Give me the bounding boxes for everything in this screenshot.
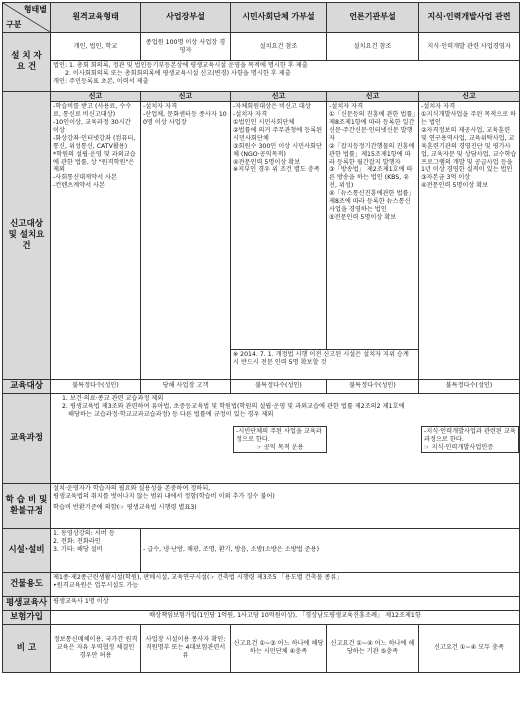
fee-row-label: 학 습 비 및 환불규정 <box>3 483 51 528</box>
remarks-knowledge: 신고요건 ①~④ 모두 충족 <box>419 624 520 672</box>
fee-row <box>3 483 520 528</box>
facility-table <box>2 2 520 673</box>
founder-civic: 설치요건 참조 <box>231 33 327 61</box>
target-knowledge: 불특정다수(성인) <box>419 379 520 393</box>
remarks-row-label: 비 고 <box>3 624 51 672</box>
building-content: 제1종·제2종근린생활시설(학원), 판매시설, 교육연구시설(☞ 건축법 시행령 제3조5 「용도별 건축물 종류」 •원격교육원은 업무시설도 가능 <box>51 572 520 596</box>
founder-row-label: 설 치 자 요 건 <box>3 33 51 92</box>
col-header-workplace: 사업장부설 <box>141 3 231 33</box>
course-content <box>51 393 520 483</box>
fee-content: 설치·운영자가 학습자의 필요와 실용성을 존중하여 정하되, 평생교육법의 취지를 벗어나지 않는 범위 내에서 정함(학습비 이외 추가 징수 불어) 학습비 반환기준에 의함(☞ 평생교육법 시행령 별표3) <box>51 483 520 528</box>
founder-remote: 개인, 법인, 학교 <box>51 33 141 61</box>
filing-subheader-row <box>3 92 520 102</box>
target-press: 불특정다수(성인) <box>327 379 419 393</box>
facility-left: 1. 동영상강의: 서버 등 2. 전화: 전화라인 3. 기타: 해당 설비 <box>51 528 141 572</box>
col-header-civic: 시민사회단체 가부설 <box>231 3 327 33</box>
target-row-label: 교육대상 <box>3 379 51 393</box>
facility-row <box>3 528 520 572</box>
lifelong-row <box>3 596 520 610</box>
founder-row <box>3 33 520 61</box>
remarks-row <box>3 624 520 672</box>
corner-top-label: 형태별 <box>23 5 47 14</box>
filing-civic: -자체회원대상은 비신고 대상 -설치자 자격 ①법인인 시민사회단체 ②법률에 의거 주무관청에 등록된 시민사회단체 ③회원수 300인 이상 시민사회단체 (NGO·공익목적) ④전문인력 5명이상 확보 ※지부인 경우 위 조건 별도 충족 <box>231 101 327 349</box>
filing-sub-civic: 신고 <box>231 92 327 102</box>
target-remote: 불특정다수(성인) <box>51 379 141 393</box>
target-civic: 불특정다수(성인) <box>231 379 327 393</box>
facility-right: - 급수, 냉·난방, 채광, 조명, 환기, 방음, 소방(소방은 소방법 준용) <box>141 528 520 572</box>
filing-knowledge: -설치자 자격 ①지식개발사업을 주된 목적으로 하는 법인 ②자격정보의 제공사업, 교육훈련 및 연구용역사업, 교육위탁사업, 교육훈련기관의 경영진단 및 평가사업, 교육자문 및 상담사업, 교수학습 프로그램의 개발 및 공급사업 등을 1년 이상 경영한 실적이 있는 법인 ③자본금 3억 이상 ④전문인력 5명이상 확보 <box>419 101 520 379</box>
filing-sub-remote: 신고 <box>51 92 141 102</box>
insurance-row <box>3 610 520 624</box>
civic-course-box: -시민단체의 주된 사업을 교육과정으로 한다. ☞ 공익 목적 운용 <box>233 426 327 454</box>
remarks-press: 신고요건 ①~④ 어느 하나에 해당하는 기관 ⑤충족 <box>327 624 419 672</box>
building-row <box>3 572 520 596</box>
lifelong-row-label: 평생교육사 <box>3 596 51 610</box>
course-line-3: 해당하는 교습과정·학교교과교습과정) 등 다른 법률에 규정이 있는 경우 제외 <box>68 410 274 418</box>
requirement-text: 법인: 1. 총회 회의록, 정관 및 법인등기부등본상에 평생교육시설 운영을 목적에 명시한 후 제출 2. 이사회회의록 또는 총회회의록에 평생교육시설 신고(변경) 사항을 명시한 후 제출 개인: 주민등록표 초본, 이력서 제출 <box>51 61 520 92</box>
facility-row-label: 시설·설비 <box>3 528 51 572</box>
course-row-label: 교육과정 <box>3 393 51 483</box>
corner-bottom-label: 구분 <box>6 19 22 29</box>
filing-remote: -학습비를 받고 (사용료, 수수료, 통신료 비신고대상) -10인이상, 교육과정 30시간 이상 -화상강좌·인터넷강좌 (컴퓨터, 통신, 위성통신, CATV활용) *학원의 설립·운영 및 과외교습에 관한 법률, 상 "원격학원"은 제외 -사회통신대게약서 사본 -컨텐츠계약서 사본 <box>51 101 141 379</box>
target-workplace: 당해 사업장 고객 <box>141 379 231 393</box>
lifelong-content: 평생교육사 1명 이상 <box>51 596 520 610</box>
col-header-press: 언론기관부설 <box>327 3 419 33</box>
header-row <box>3 3 520 33</box>
requirement-row <box>3 61 520 92</box>
founder-knowledge: 지식·인력개발 관련 사업경영자 <box>419 33 520 61</box>
filing-row <box>3 101 520 349</box>
filing-note: ※ 2014. 7. 1. 개정법 시행 이전 신고된 시설은 설치자 지위 승계 시 반드시 전문 인력 5명 확보할 것 <box>231 349 419 379</box>
founder-workplace: 종업원 100명 이상 사업장 경영자 <box>141 33 231 61</box>
course-line-1: 1. 보건·의료·종교 관련 교습과정 제외 <box>62 394 164 402</box>
remarks-remote: 정보통신매체이용, 국가간 원격교육은 자유 우역협정 체결인 경우만 허용 <box>51 624 141 672</box>
founder-press: 설치요건 참조 <box>327 33 419 61</box>
col-header-remote: 원격교육형태 <box>51 3 141 33</box>
insurance-row-label: 보험가입 <box>3 610 51 624</box>
filing-row-label: 신고대상 및 설치요건 <box>3 92 51 380</box>
building-row-label: 건물용도 <box>3 572 51 596</box>
filing-sub-press: 신고 <box>327 92 419 102</box>
insurance-content: 배상책임보험가입(1인당 1억원, 1사고당 10억원이상), 「경상남도평생교육진흥조례」 제12조제1항 <box>51 610 520 624</box>
corner-header <box>3 3 51 33</box>
remarks-civic: 신고요건 ①~③ 어느 하나에 해당하는 시민단체 ④충족 <box>231 624 327 672</box>
knowledge-course-box: -지식·인력개발사업과 관련된 교육과정으로 한다. ☞ 지식·인력개발사업인증 <box>421 426 519 454</box>
course-line-2: 2. 평생교육법 제3조와 관련하여 유아법, 초중등교육법 및 학원법(학원의 설립·운영 및 과외교습에 관한 법률 제2조의2 제1호에 <box>62 402 405 410</box>
course-row <box>3 393 520 483</box>
col-header-knowledge: 지식·인력개발사업 관련 <box>419 3 520 33</box>
filing-workplace: -설치자 자격 -산업체, 문화센터등 종사자 100명 이상 사업장 <box>141 101 231 379</box>
remarks-workplace: 사업장 시설이용 종사자 확인: 직원명부 또는 4대보험관련서류 <box>141 624 231 672</box>
target-row <box>3 379 520 393</box>
filing-sub-workplace: 신고 <box>141 92 231 102</box>
filing-press: -설치자 자격 ①「신문등의 진흥에 관한 법률」제8조제1항에 따라 등록한 일간신문·주간신문·인터넷신문 발행자 ②「잡지등정기간행물의 진흥에 관한 법률」제15조제1항에 따라 등록한 월간잡지 발행자 ③「방송법」 제2조제1호에 따른 방송을 하는 법인 (KBS, 유선, 위성) ④「뉴스통신진흥에관한 법률」제8조에 따라 등록한 뉴스통신사업을 경영하는 법인 ⑤전문인력 5명이상 확보 <box>327 101 419 349</box>
filing-sub-knowledge: 신고 <box>419 92 520 102</box>
